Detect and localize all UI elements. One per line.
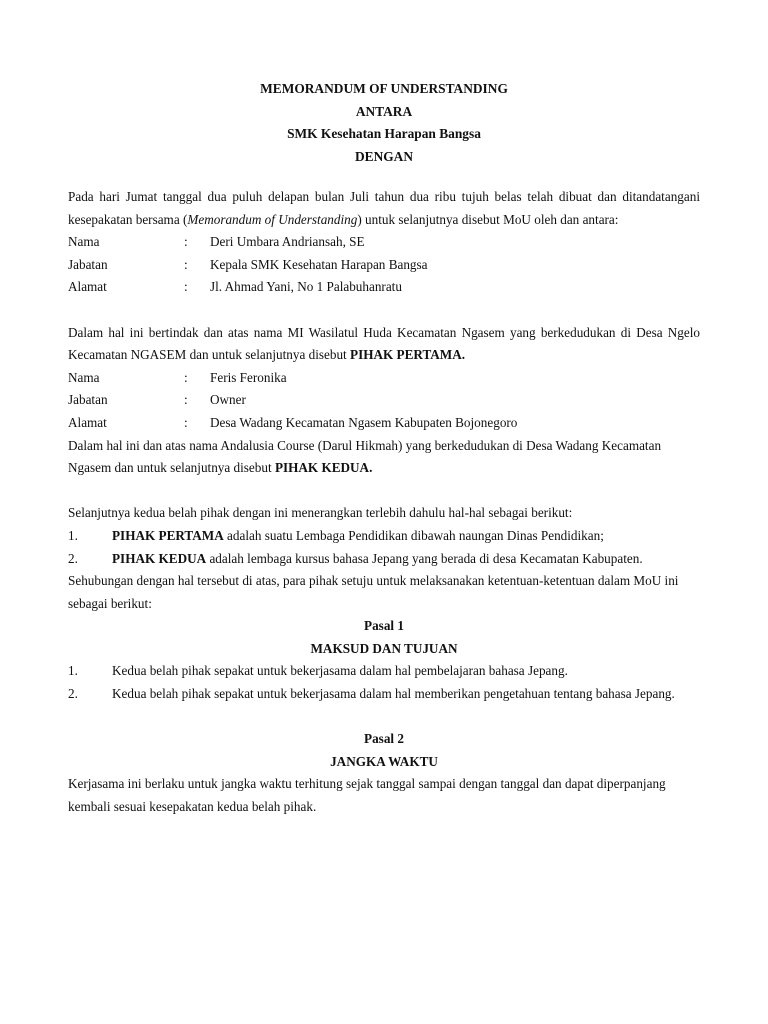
field-label: Jabatan <box>68 392 108 408</box>
party2-statement-text: Dalam hal ini dan atas nama Andalusia Course (Darul Hikmah) yang berkedudukan di Desa Wadang Kecamatan Ngasem dan untuk selanjutnya disebut <box>68 437 662 476</box>
list-number: 2. <box>68 550 78 566</box>
document-title <box>0 78 768 169</box>
list-item <box>68 660 700 683</box>
list-item <box>68 548 700 571</box>
party1-position-row <box>68 254 700 277</box>
party2-position-row <box>68 389 700 412</box>
title-line-3: SMK Kesehatan Harapan Bangsa <box>287 126 481 142</box>
spacer <box>68 299 700 322</box>
field-colon: : <box>184 392 188 408</box>
pasal2-title: JANGKA WAKTU <box>330 753 438 769</box>
field-label: Nama <box>68 369 100 385</box>
spacer <box>68 706 700 729</box>
list-item-text: Kedua belah pihak sepakat untuk bekerjasama dalam hal memberikan pengetahuan tentang bahasa Jepang. <box>112 686 675 702</box>
field-value: Jl. Ahmad Yani, No 1 Palabuhanratu <box>210 279 402 295</box>
party2-designation: PIHAK KEDUA. <box>274 460 373 476</box>
document-body <box>68 186 700 819</box>
party1-statement-text: Dalam hal ini bertindak dan atas nama MI Wasilatul Huda Kecamatan Ngasem yang berkedudukan di Desa Ngelo Kecamatan NGASEM dan untuk selanjutnya disebut <box>68 324 700 363</box>
party2-address-row <box>68 412 700 435</box>
pasal2-number: Pasal 2 <box>364 731 404 747</box>
field-label: Jabatan <box>68 256 108 272</box>
list-item-text: adalah lembaga kursus bahasa Jepang yang berada di desa Kecamatan Kabupaten. <box>206 550 643 566</box>
party1-name-row <box>68 231 700 254</box>
explain-closing: Sehubungan dengan hal tersebut di atas, para pihak setuju untuk melaksanakan ketentuan-ketentuan dalam MoU ini sebagai berikut: <box>68 573 679 611</box>
pasal1-number: Pasal 1 <box>364 618 404 634</box>
list-item <box>68 525 700 548</box>
field-label: Nama <box>68 234 100 250</box>
field-colon: : <box>184 256 188 272</box>
intro-paragraph <box>68 186 700 231</box>
title-line-1: MEMORANDUM OF UNDERSTANDING <box>260 81 508 96</box>
field-colon: : <box>184 234 188 250</box>
field-colon: : <box>184 369 188 385</box>
field-value: Deri Umbara Andriansah, SE <box>210 234 365 250</box>
party1-address-row <box>68 276 700 299</box>
list-item-bold: PIHAK PERTAMA <box>112 527 224 543</box>
intro-italic-term: Memorandum of Understanding <box>187 211 358 227</box>
party1-designation: PIHAK PERTAMA. <box>350 347 466 363</box>
field-value: Desa Wadang Kecamatan Ngasem Kabupaten Bojonegoro <box>210 414 518 430</box>
spacer <box>68 480 700 503</box>
list-item <box>68 683 700 706</box>
field-colon: : <box>184 414 188 430</box>
pasal2-text: Kerjasama ini berlaku untuk jangka waktu terhitung sejak tanggal sampai dengan tanggal dan dapat diperpanjang kembali sesuai kesepakatan kedua belah pihak. <box>68 776 666 815</box>
field-label: Alamat <box>68 414 107 430</box>
field-value: Feris Feronika <box>210 369 287 385</box>
title-line-4: DENGAN <box>354 149 414 165</box>
field-value: Kepala SMK Kesehatan Harapan Bangsa <box>210 256 428 272</box>
list-item-bold: PIHAK KEDUA <box>112 550 207 566</box>
list-number: 2. <box>68 686 78 702</box>
list-number: 1. <box>68 663 78 679</box>
field-value: Owner <box>210 392 246 408</box>
field-label: Alamat <box>68 279 107 295</box>
party2-name-row <box>68 367 700 390</box>
list-number: 1. <box>68 527 78 543</box>
list-item-text: adalah suatu Lembaga Pendidikan dibawah naungan Dinas Pendidikan; <box>223 527 604 543</box>
title-line-2: ANTARA <box>355 103 413 119</box>
field-colon: : <box>184 279 188 295</box>
list-item-text: Kedua belah pihak sepakat untuk bekerjasama dalam hal pembelajaran bahasa Jepang. <box>112 663 568 679</box>
party2-statement <box>68 435 700 480</box>
explain-lead: Selanjutnya kedua belah pihak dengan ini menerangkan terlebih dahulu hal-hal sebagai berikut: <box>68 505 573 521</box>
party1-statement <box>68 322 700 367</box>
intro-text-end: ) untuk selanjutnya disebut MoU oleh dan antara: <box>357 211 619 227</box>
intro-text-start: Pada hari Jumat tanggal dua puluh delapan bulan Juli tahun dua ribu tujuh belas telah dibuat dan ditandatangani kesepakatan bersama ( <box>68 189 700 227</box>
pasal1-title: MAKSUD DAN TUJUAN <box>310 640 458 656</box>
